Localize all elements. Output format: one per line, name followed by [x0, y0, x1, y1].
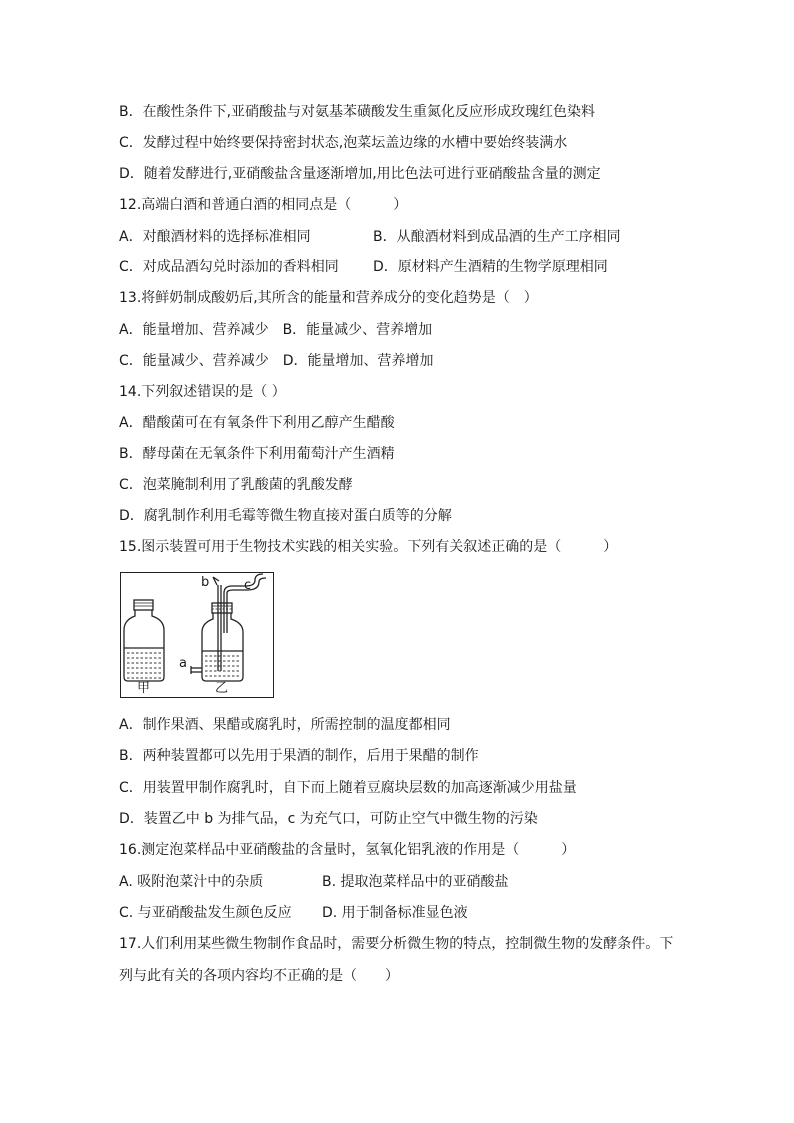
q16-stem: 16.测定泡菜样品中亚硝酸盐的含量时，氢氧化铝乳液的作用是（ ）: [119, 842, 576, 858]
figure-label-yi: 乙: [215, 681, 229, 696]
q13-options-cd: C．能量减少、营养减少 D．能量增加、营养增加: [119, 353, 434, 369]
q15-option-b: B．两种装置都可以先用于果酒的制作，后用于果醋的制作: [119, 748, 479, 764]
figure-label-a: a: [179, 656, 187, 671]
q16-option-d: D. 用于制备标准显色液: [322, 905, 468, 921]
q12-stem: 12.高端白酒和普通白酒的相同点是（ ）: [119, 197, 408, 213]
q14-option-b: B．酵母菌在无氧条件下利用葡萄汁产生酒精: [119, 446, 395, 462]
figure-label-jia: 甲: [137, 681, 151, 696]
q16-options-row1: [119, 872, 509, 892]
q17-stem-line2: 列与此有关的各项内容均不正确的是（ ）: [119, 968, 399, 984]
q15-apparatus-figure: [120, 572, 274, 698]
q12-option-b: B．从酿酒材料到成品酒的生产工序相同: [373, 229, 621, 245]
q12-options-row1: [119, 227, 621, 247]
q16-option-b: B. 提取泡菜样品中的亚硝酸盐: [322, 874, 509, 890]
q15-option-c: C．用装置甲制作腐乳时，自下而上随着豆腐块层数的加高逐渐减少用盐量: [119, 780, 577, 796]
q16-option-a: A. 吸附泡菜汁中的杂质: [119, 874, 264, 890]
q15-option-d: D．装置乙中 b 为排气品，c 为充气口，可防止空气中微生物的污染: [119, 811, 538, 827]
q14-stem: 14.下列叙述错误的是（ ）: [119, 384, 286, 400]
q11-option-c: C．发酵过程中始终要保持密封状态,泡菜坛盖边缘的水槽中要始终装满水: [119, 135, 568, 151]
bottle-jia: [124, 600, 164, 681]
q12-options-row2: [119, 257, 608, 277]
q14-option-a: A．醋酸菌可在有氧条件下利用乙醇产生醋酸: [119, 415, 395, 431]
q13-stem: 13.将鲜奶制成酸奶后,其所含的能量和营养成分的变化趋势是（ ）: [119, 290, 538, 306]
liquid-jia: [127, 653, 161, 678]
bottle-yi: [191, 574, 266, 681]
liquid-yi: [205, 656, 240, 676]
q17-stem-line1: 17.人们利用某些微生物制作食品时，需要分析微生物的特点，控制微生物的发酵条件。下: [119, 936, 674, 952]
q12-option-a: A．对酿酒材料的选择标准相同: [119, 229, 311, 245]
q15-stem: 15.图示装置可用于生物技术实践的相关实验。下列有关叙述正确的是（ ）: [119, 539, 618, 555]
q13-options-ab: A．能量增加、营养减少 B．能量减少、营养增加: [119, 322, 433, 338]
q12-option-c: C．对成品酒勾兑时添加的香料相同: [119, 259, 339, 275]
q16-option-c: C. 与亚硝酸盐发生颜色反应: [119, 905, 292, 921]
figure-label-c: c: [244, 578, 252, 593]
q11-option-b: B．在酸性条件下,亚硝酸盐与对氨基苯磺酸发生重氮化反应形成玫瑰红色染料: [119, 104, 596, 120]
q16-options-row2: [119, 903, 468, 923]
q15-option-a: A．制作果酒、果醋或腐乳时，所需控制的温度都相同: [119, 717, 451, 733]
q14-option-c: C．泡菜腌制利用了乳酸菌的乳酸发酵: [119, 477, 353, 493]
q11-option-d: D．随着发酵进行,亚硝酸盐含量逐渐增加,用比色法可进行亚硝酸盐含量的测定: [119, 166, 601, 182]
figure-label-b: b: [201, 575, 210, 590]
q14-option-d: D．腐乳制作利用毛霉等微生物直接对蛋白质等的分解: [119, 508, 452, 524]
q12-option-d: D．原材料产生酒精的生物学原理相同: [373, 259, 608, 275]
